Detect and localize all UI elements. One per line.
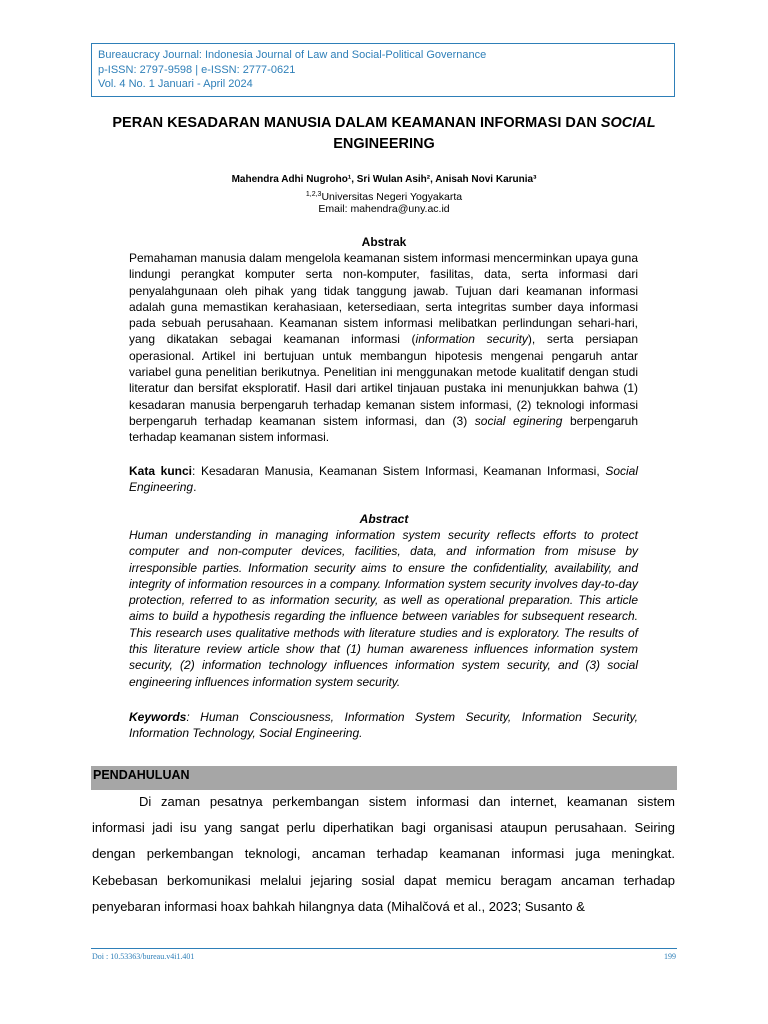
footer-doi: Doi : 10.53363/bureau.v4i1.401 [92,952,195,961]
abstrak-text [129,250,638,446]
title-main: PERAN KESADARAN MANUSIA DALAM KEAMANAN INFORMASI DAN [112,115,601,131]
abstrak-text-italic-1: information security [415,332,528,347]
title-line2: ENGINEERING [333,136,435,152]
affiliation-text: Universitas Negeri Yogyakarta [321,191,463,203]
abstract-heading: Abstract [359,512,409,526]
keywords-label: Keywords [129,710,187,724]
author-email: Email: mahendra@uny.ac.id [318,203,450,215]
section-heading: PENDAHULUAN [93,768,190,782]
footer-divider [91,948,677,949]
title-italic: SOCIAL [600,115,656,131]
kata-kunci-italic: Social Engineering [129,464,638,495]
keywords [129,709,638,742]
page-number: 199 [664,952,676,961]
journal-header-box [91,43,675,97]
journal-name: Bureaucracy Journal: Indonesia Journal of Law and Social-Political Governance [98,49,487,61]
abstract-text: Human understanding in managing information system security reflects efforts to protect computer and non-computer devices, facilities, data, and information from misuse by irresponsible parties. Information security aims to ensure the confidentiality, availability, and integrity of information resources in a company. Information system security involves day-to-day protection, referred to as information security, as well as operational preparation. This article aims to build a hypothesis regarding the influence between variables for subsequent research. This research uses qualitative methods with literature studies and is exploratory. The results of this literature review article show that (1) human awareness influences information system security, (2) information technology influences information system security, and (3) social engineering influences information system security. [129,528,638,689]
kata-kunci-label: Kata kunci [129,464,192,478]
kata-kunci-end: . [193,480,197,495]
abstrak-text-italic-2: social eginering [474,413,563,428]
abstrak-text-part-a: Pemahaman manusia dalam mengelola keamanan sistem informasi mencerminkan upaya guna lindungi perangkat komputer serta non-komputer, fasilitas, data, serta informasi dari penyalahgunaan oleh pihak yang tidak tanggung jawab. Tujuan dari keamanan informasi adalah guna memastikan kerahasiaan, ketersediaan, serta integritas sumber daya informasi pada sebuah perusahaan. Keamanan sistem informasi melibatkan perlindungan sehari-hari, yang dikatakan sebagai keamanan informasi ( [129,251,638,347]
paper-title [92,113,676,155]
kata-kunci [129,463,638,496]
section-heading-bar [91,766,677,790]
kata-kunci-text: : Kesadaran Manusia, Keamanan Sistem Informasi, Keamanan Informasi, [192,464,606,478]
author-list: Mahendra Adhi Nugroho¹, Sri Wulan Asih², Anisah Novi Karunia³ [231,174,537,185]
journal-issn: p-ISSN: 2797-9598 | e-ISSN: 2777-0621 [98,63,296,76]
section-body: Di zaman pesatnya perkembangan sistem informasi dan internet, keamanan sistem informasi jadi isu yang sangat perlu diperhatikan bagi organisasi ataupun perusahaan. Seiring dengan perkembangan teknologi, ancaman terhadap keamanan informasi juga meningkat. Kebebasan berkomunikasi melalui jejaring sosial dapat memicu beragam ancaman terhadap penyebaran informasi hoax bahkah hilangnya data (Mihalčová et al., 2023; Susanto & [92,794,675,914]
abstrak-text-part-c: berpengaruh terhadap keamanan sistem informasi. [129,413,639,445]
journal-volume: Vol. 4 No. 1 Januari - April 2024 [98,78,253,90]
abstrak-heading: Abstrak [361,235,407,249]
abstrak-text-part-b: ), serta persiapan operasional. Artikel ini bertujuan untuk membangun hipotesis mengenai pengaruh antar variabel guna penelitian berikutnya. Penelitian ini menggunakan metode kualitatif dengan studi literatur dan bersifat eksploratif. Hasil dari artikel tinjauan pustaka ini menunjukkan bahwa (1) kesadaran manusia berpengaruh terhadap kemanan sistem informasi, (2) teknologi informasi berpengaruh terhadap keamanan sistem informasi, dan (3) [129,332,638,428]
affiliation-sup: 1,2,3 [305,191,322,198]
keywords-text: : Human Consciousness, Information System Security, Information Security, Information Technology, Social Engineering. [129,710,638,741]
